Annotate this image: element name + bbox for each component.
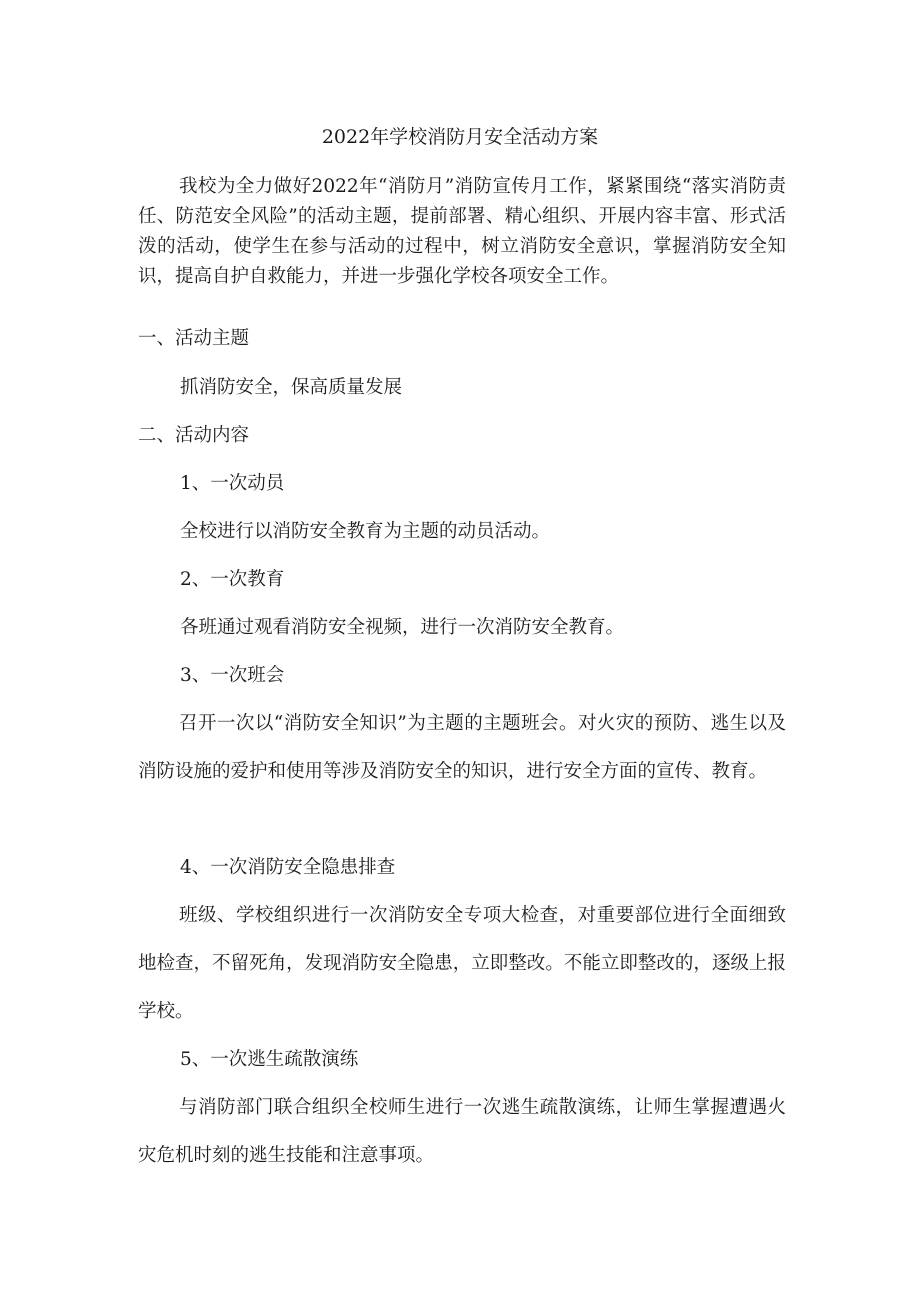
theme-text: 抓消防安全，保高质量发展 <box>180 377 403 398</box>
document-title: 2022年学校消防月安全活动方案 <box>321 126 599 148</box>
item-body-5: 与消防部门联合组织全校师生进行一次逃生疏散演练，让师生掌握遭遇火灾危机时刻的逃生技能和注意事项。 <box>138 1097 786 1166</box>
item-heading-4: 4、一次消防安全隐患排查 <box>180 857 396 878</box>
item-body-2: 各班通过观看消防安全视频，进行一次消防安全教育。 <box>180 617 625 638</box>
section-heading-content: 二、活动内容 <box>138 425 250 446</box>
item-body-3: 召开一次以“消防安全知识”为主题的主题班会。对火灾的预防、逃生以及消防设施的爱护和使用等涉及消防安全的知识，进行安全方面的宣传、教育。 <box>138 713 786 782</box>
item-heading-1: 1、一次动员 <box>180 473 285 494</box>
item-body-4: 班级、学校组织进行一次消防安全专项大检查，对重要部位进行全面细致地检查，不留死角，发现消防安全隐患，立即整改。不能立即整改的，逐级上报学校。 <box>138 905 786 1022</box>
item-body-1: 全校进行以消防安全教育为主题的动员活动。 <box>180 521 551 542</box>
item-heading-2: 2、一次教育 <box>180 569 285 590</box>
intro-paragraph: 我校为全力做好2022年“消防月”消防宣传月工作，紧紧围绕“落实消防责任、防范安全风险”的活动主题，提前部署、精心组织、开展内容丰富、形式活泼的活动，使学生在参与活动的过程中，树立消防安全意识，掌握消防安全知识，提高自护自救能力，并进一步强化学校各项安全工作。 <box>138 176 786 287</box>
item-heading-3: 3、一次班会 <box>180 665 285 686</box>
item-heading-5: 5、一次逃生疏散演练 <box>180 1049 359 1070</box>
section-heading-theme: 一、活动主题 <box>138 328 250 349</box>
